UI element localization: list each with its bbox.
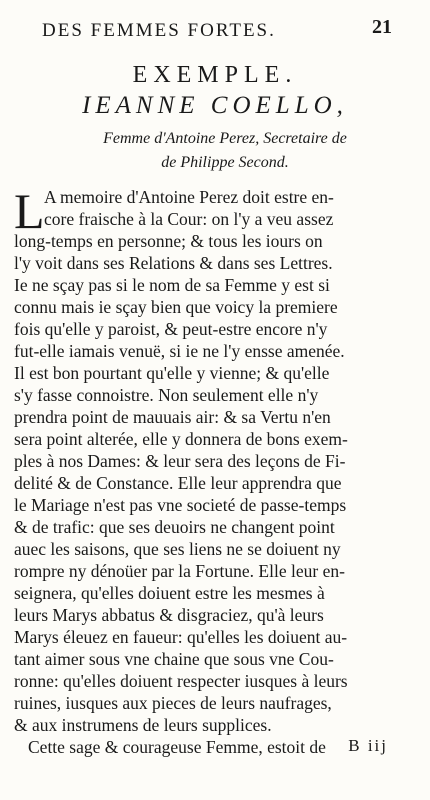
- text-line: auec les saisons, que ses liens ne se doiuent ny: [14, 539, 341, 559]
- text-line: long-temps en personne; & tous les iours on: [14, 231, 323, 251]
- text-line: Cette sage & courageuse Femme, estoit de: [28, 737, 326, 757]
- text-line: Marys éleuez en faueur: qu'elles les doiuent au-: [14, 627, 348, 647]
- running-head: DES FEMMES FORTES.: [42, 20, 276, 41]
- text-line: ronne: qu'elles doiuent respecter iusques à leurs: [14, 671, 348, 691]
- text-line: Ie ne sçay pas si le nom de sa Femme y est si: [14, 275, 330, 295]
- text-line: & de trafic: que ses deuoirs ne changent point: [14, 517, 335, 537]
- page-number: 21: [372, 16, 392, 38]
- body-text: [14, 183, 414, 758]
- text-line: seignera, qu'elles doiuent estre les mesmes à: [14, 583, 325, 603]
- text-line: connu mais ie sçay bien que voicy la premiere: [14, 297, 338, 317]
- text-line: ruines, iusques aux pieces de leurs naufrages,: [14, 693, 332, 713]
- text-line: & aux instrumens de leurs supplices.: [14, 715, 272, 735]
- text-line: s'y fasse connoistre. Non seulement elle n'y: [14, 385, 319, 405]
- subtitle-line: de Philippe Second.: [161, 154, 289, 171]
- subject-name: IEANNE COELLO,: [82, 92, 348, 119]
- subtitle-line: Femme d'Antoine Perez, Secretaire de: [103, 130, 347, 147]
- text-line: prendra point de mauuais air: & sa Vertu n'en: [14, 407, 331, 427]
- text-line: le Mariage n'est pas vne societé de passe-temps: [14, 495, 347, 515]
- text-line: core fraische à la Cour: on l'y a veu assez: [44, 209, 334, 229]
- text-line: sera point alterée, elle y donnera de bons exem-: [14, 429, 348, 449]
- text-line: A memoire d'Antoine Perez doit estre en-: [44, 187, 334, 207]
- text-line: ples à nos Dames: & leur sera des leçons de Fi-: [14, 451, 346, 471]
- text-line: l'y voit dans ses Relations & dans ses Lettres.: [14, 253, 333, 273]
- text-line: tant aimer sous vne chaine que sous vne Cou-: [14, 649, 334, 669]
- text-line: Il est bon pourtant qu'elle y vienne; & qu'elle: [14, 363, 330, 383]
- text-line: fut-elle iamais venuë, si ie ne l'y ensse amenée.: [14, 341, 345, 361]
- text-line: delité & de Constance. Elle leur apprendra que: [14, 473, 342, 493]
- drop-cap: L: [14, 183, 45, 239]
- subtitle: [45, 127, 405, 175]
- text-line: fois qu'elle y paroist, & peut-estre encore n'y: [14, 319, 328, 339]
- signature-mark: B iij: [348, 736, 388, 755]
- text-line: rompre ny dénoüer par la Fortune. Elle leur en-: [14, 561, 345, 581]
- text-line: leurs Marys abbatus & disgraciez, qu'à leurs: [14, 605, 324, 625]
- section-heading: EXEMPLE.: [132, 62, 298, 88]
